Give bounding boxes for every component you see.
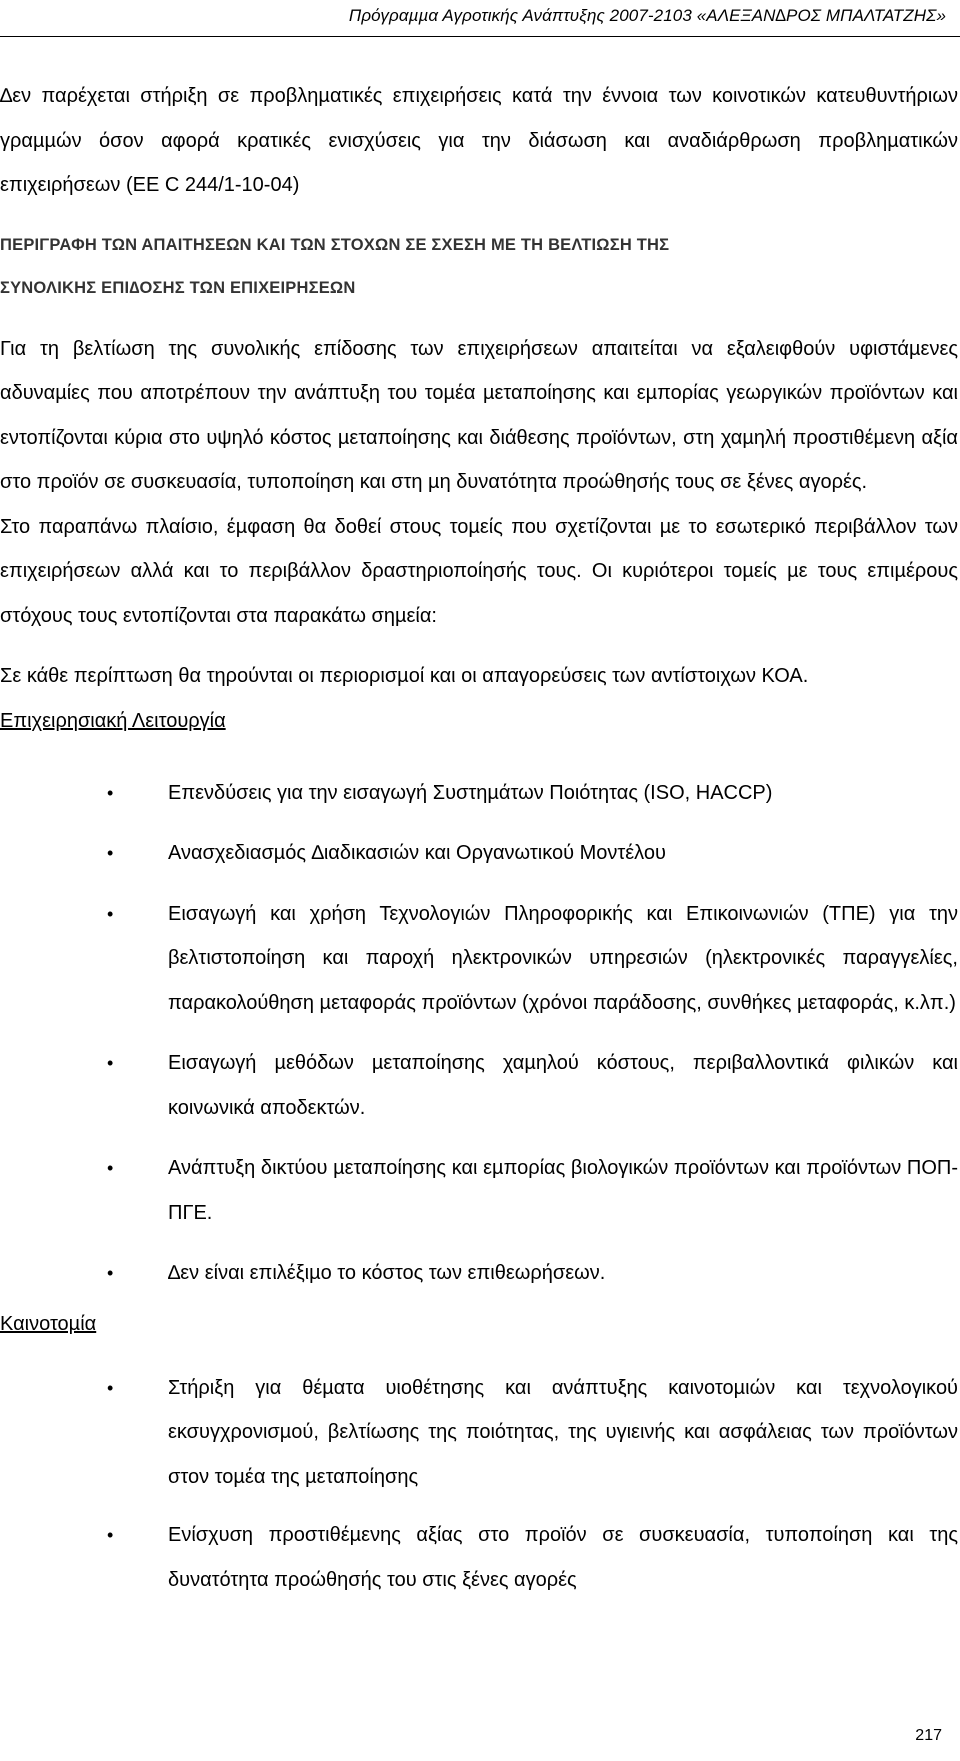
innovation-list bbox=[0, 1366, 958, 1603]
caps-heading-line2: ΣΥΝΟΛΙΚΗΣ ΕΠΙ∆ΟΣΗΣ ΤΩΝ ΕΠΙΧΕΙΡΗΣΕΩΝ bbox=[0, 279, 356, 297]
list-item-text: Ανάπτυξη δικτύου µεταποίησης και εµπορίας βιολογικών προϊόντων και προϊόντων ΠΟΠ-ΠΓΕ. bbox=[168, 1157, 958, 1224]
bullet-icon: • bbox=[107, 782, 114, 803]
bullet-icon: • bbox=[107, 843, 114, 863]
list-item-text: Ανασχεδιασµός ∆ιαδικασιών και Οργανωτικού Μοντέλου bbox=[168, 842, 666, 864]
operations-list bbox=[0, 771, 958, 1296]
list-item bbox=[0, 1146, 958, 1235]
bullet-icon: • bbox=[107, 1263, 114, 1283]
list-item bbox=[0, 831, 958, 876]
page-number: 217 bbox=[915, 1727, 942, 1744]
body-paragraph-3: Σε κάθε περίπτωση θα τηρούνται οι περιορισµοί και οι απαγορεύσεις των αντίστοιχων ΚΟΑ. bbox=[0, 665, 809, 687]
header-rule bbox=[0, 36, 960, 37]
bullet-icon: • bbox=[107, 1377, 114, 1398]
list-item-text: Εισαγωγή µεθόδων µεταποίησης χαµηλού κόστους, περιβαλλοντικά φιλικών και κοινωνικά αποδεκτών. bbox=[168, 1052, 958, 1119]
list-item-text: ∆εν είναι επιλέξιµο το κόστος των επιθεωρήσεων. bbox=[168, 1262, 606, 1284]
body-paragraph-1: Για τη βελτίωση της συνολικής επίδοσης των επιχειρήσεων απαιτείται να εξαλειφθούν υφιστάµενες αδυναµίες που αποτρέπουν την ανάπτυξη του τοµέα µεταποίησης και εµπορίας γεωργικών προϊόντων και εντοπίζονται κύρια στο υψηλό κόστος µεταποίησης και διάθεσης προϊόντων, στη χαµηλή προστιθέµενη αξία στο προϊόν σε συσκευασία, τυποποίηση και στη µη δυνατότητα προώθησής τους σε ξένες αγορές. bbox=[0, 337, 958, 493]
section-title-innovation: Καινοτοµία bbox=[0, 1312, 97, 1335]
page-content bbox=[0, 74, 958, 1602]
bullet-icon: • bbox=[107, 1525, 114, 1545]
bullet-icon: • bbox=[107, 1053, 114, 1073]
list-item bbox=[0, 1251, 958, 1296]
list-item-text: Εισαγωγή και χρήση Τεχνολογιών Πληροφορικής και Επικοινωνιών (ΤΠΕ) για την βελτιστοποίηση και παροχή ηλεκτρονικών υπηρεσιών (ηλεκτρονικές παραγγελίες, παρακολούθηση µεταφοράς προϊόντων (χρόνοι παράδοσης, συνθήκες µεταφοράς, κ.λπ.) bbox=[168, 902, 958, 1014]
list-item-text: Ενίσχυση προστιθέµενης αξίας στο προϊόν σε συσκευασία, τυποποίηση και της δυνατότητα προώθησής του στις ξένες αγορές bbox=[168, 1524, 958, 1591]
intro-paragraph: ∆εν παρέχεται στήριξη σε προβληµατικές επιχειρήσεις κατά την έννοια των κοινοτικών κατευθυντήριων γραµµών όσον αφορά κρατικές ενισχύσεις για την διάσωση και αναδιάρθρωση προβληµατικών επιχειρήσεων (ΕΕ C 244/1-10-04) bbox=[0, 85, 958, 196]
running-header: Πρόγραµµα Αγροτικής Ανάπτυξης 2007-2103 «ΑΛΕΞΑΝ∆ΡΟΣ ΜΠΑΛΤΑΤΖΗΣ» bbox=[348, 6, 946, 25]
list-item bbox=[0, 1041, 958, 1130]
list-item-text: Επενδύσεις για την εισαγωγή Συστηµάτων Ποιότητας (ISO, HACCP) bbox=[168, 781, 773, 804]
list-item bbox=[0, 1366, 958, 1500]
list-item bbox=[0, 892, 958, 1026]
body-paragraph-2: Στο παραπάνω πλαίσιο, έµφαση θα δοθεί στους τοµείς που σχετίζονται µε το εσωτερικό περιβάλλον των επιχειρήσεων αλλά και το περιβάλλον δραστηριοποίησής τους. Οι κυριότεροι τοµείς µε τους επιµέρους στόχους τους εντοπίζονται στα παρακάτω σηµεία: bbox=[0, 515, 958, 627]
list-item bbox=[0, 771, 958, 816]
section-title-operations: Επιχειρησιακή Λειτουργία bbox=[0, 709, 226, 732]
list-item-text: Στήριξη για θέµατα υιοθέτησης και ανάπτυξης καινοτοµιών και τεχνολογικού εκσυγχρονισµού, βελτίωσης της ποιότητας, της υγιεινής και ασφάλειας των προϊόντων στον τοµέα της µεταποίησης bbox=[168, 1376, 958, 1488]
bullet-icon: • bbox=[107, 903, 114, 924]
list-item bbox=[0, 1513, 958, 1602]
caps-heading-line1: ΠΕΡΙΓΡΑΦΗ ΤΩΝ ΑΠΑΙΤΗΣΕΩΝ ΚΑΙ ΤΩΝ ΣΤΟΧΩΝ ΣΕ ΣΧΕΣΗ ΜΕ ΤΗ ΒΕΛΤΙΩΣΗ ΤΗΣ bbox=[0, 235, 670, 254]
bullet-icon: • bbox=[107, 1158, 114, 1178]
